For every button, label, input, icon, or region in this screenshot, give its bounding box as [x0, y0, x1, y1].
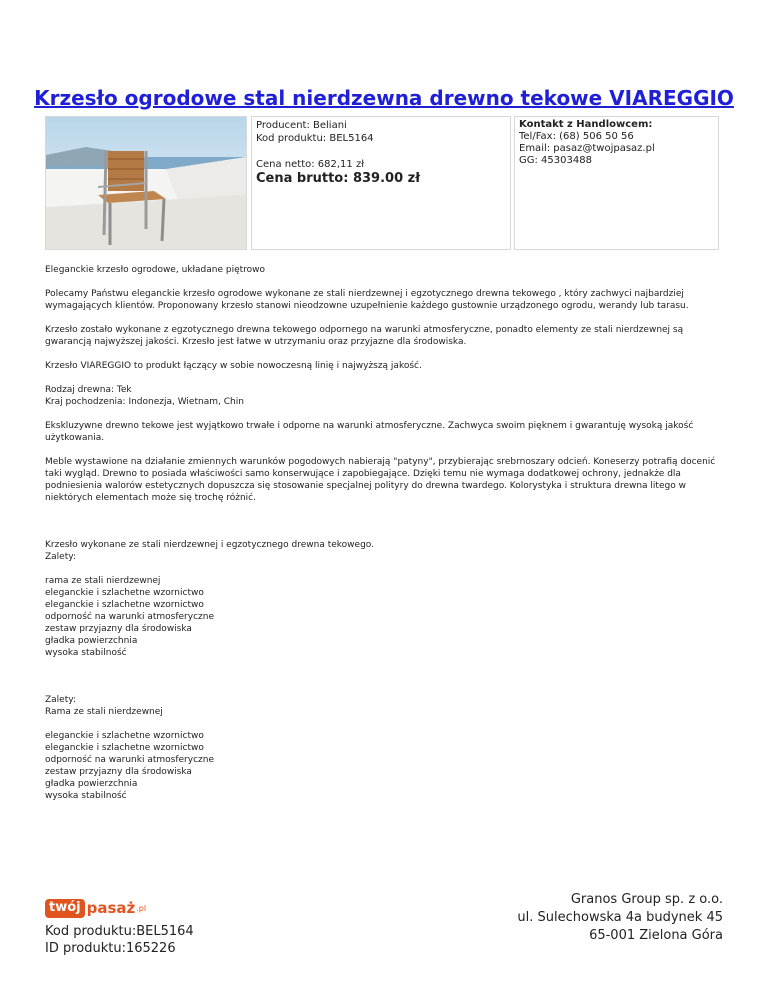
company-street: ul. Sulechowska 4a budynek 45 — [517, 910, 723, 925]
contact-box — [514, 116, 719, 250]
list-item: eleganckie i szlachetne wzornictwo — [45, 731, 204, 741]
product-code: Kod produktu: BEL5164 — [256, 133, 374, 144]
contact-gg: GG: 45303488 — [519, 155, 592, 166]
desc-paragraph: Krzesło zostało wykonane z egzotycznego drewna tekowego odpornego na warunki atmosferyczne, ponadto elementy ze stali nierdzewnej są gwarancją najwyższej jakości. Krzesło jest łatwe w utrzymaniu oraz przyjazne dla środowiska. — [45, 325, 684, 347]
contact-phone: Tel/Fax: (68) 506 50 56 — [519, 131, 634, 142]
desc-paragraph: Polecamy Państwu eleganckie krzesło ogrodowe wykonane ze stali nierdzewnej i egzotycznego drewna tekowego , który zachwyci najbardziej wymagających klientów. Proponowany krzesło stanowi nieodzowne uzupełnienie każdego gustownie urządzonego ogrodu, werandy lub tarasu. — [45, 289, 689, 311]
wood-type: Rodzaj drewna: Tek — [45, 385, 132, 395]
list-item: eleganckie i szlachetne wzornictwo — [45, 743, 204, 753]
origin: Kraj pochodzenia: Indonezja, Wietnam, Chin — [45, 397, 244, 407]
twojpasaz-logo: twój pasaż .pl — [45, 897, 194, 919]
contact-email: Email: pasaz@twojpasaz.pl — [519, 143, 655, 154]
footer-left — [45, 897, 194, 957]
product-description — [45, 264, 725, 814]
list-item: eleganckie i szlachetne wzornictwo — [45, 600, 204, 610]
list-item: gładka powierzchnia — [45, 779, 138, 789]
desc-specs — [45, 384, 725, 408]
producer: Producent: Beliani — [256, 120, 347, 131]
frame-note: Rama ze stali nierdzewnej — [45, 707, 163, 717]
contact-header: Kontakt z Handlowcem: — [519, 119, 653, 130]
list-item: odporność na warunki atmosferyczne — [45, 612, 214, 622]
desc-paragraph: Meble wystawione na działanie zmiennych warunków pogodowych nabierają "patyny", przybierając srebrnoszary odcień. Koneserzy potrafią docenić taki wygląd. Drewno to posiada właściwości samo konserwujące i zapobiegające. Dzięki temu nie wymaga dodatkowej ochrony, jednakże dla podniesienia walorów estetycznych dopuszcza się stosowanie specjalnej polityry do drewna twardego. Kolorystyka i struktura drewna litego w niektórych elementach może się trochę różnić. — [45, 457, 716, 503]
list-item: eleganckie i szlachetne wzornictwo — [45, 588, 204, 598]
list-item: wysoka stabilność — [45, 791, 127, 801]
advantages-label: Zalety: — [45, 552, 76, 562]
list-item: rama ze stali nierdzewnej — [45, 576, 161, 586]
list-item: zestaw przyjazny dla środowiska — [45, 624, 192, 634]
net-price: Cena netto: 682,11 zł — [256, 159, 365, 170]
advantages-list — [45, 730, 725, 802]
list-item: zestaw przyjazny dla środowiska — [45, 767, 192, 777]
desc-material: Krzesło wykonane ze stali nierdzewnej i egzotycznego drewna tekowego. Zalety: — [45, 540, 374, 562]
desc-intro: Eleganckie krzesło ogrodowe, układane piętrowo — [45, 265, 266, 275]
desc-paragraph: Krzesło VIAREGGIO to produkt łączący w sobie nowoczesną linię i najwyższą jakość. — [45, 361, 422, 371]
advantages-2 — [45, 694, 725, 718]
footer-product-id: ID produktu:165226 — [45, 941, 176, 956]
advantages-list — [45, 575, 725, 659]
footer-product-code: Kod produktu:BEL5164 — [45, 924, 194, 939]
list-item: gładka powierzchnia — [45, 636, 138, 646]
product-info-box — [251, 116, 511, 250]
list-item: wysoka stabilność — [45, 648, 127, 658]
chair-photo — [46, 117, 246, 249]
gross-price: Cena brutto: 839.00 zł — [256, 171, 421, 186]
advantages-label: Zalety: — [45, 695, 76, 705]
company-city: 65-001 Zielona Góra — [589, 928, 723, 943]
company-name: Granos Group sp. z o.o. — [570, 892, 723, 907]
product-image — [45, 116, 247, 250]
desc-paragraph: Ekskluzywne drewno tekowe jest wyjątkowo trwałe i odporne na warunki atmosferyczne. Zachwyca swoim pięknem i gwarantuję wysoką jakość użytkowania. — [45, 421, 694, 443]
product-title[interactable]: Krzesło ogrodowe stal nierdzewna drewno tekowe VIAREGGIO — [34, 86, 734, 110]
company-address — [517, 891, 723, 945]
list-item: odporność na warunki atmosferyczne — [45, 755, 214, 765]
